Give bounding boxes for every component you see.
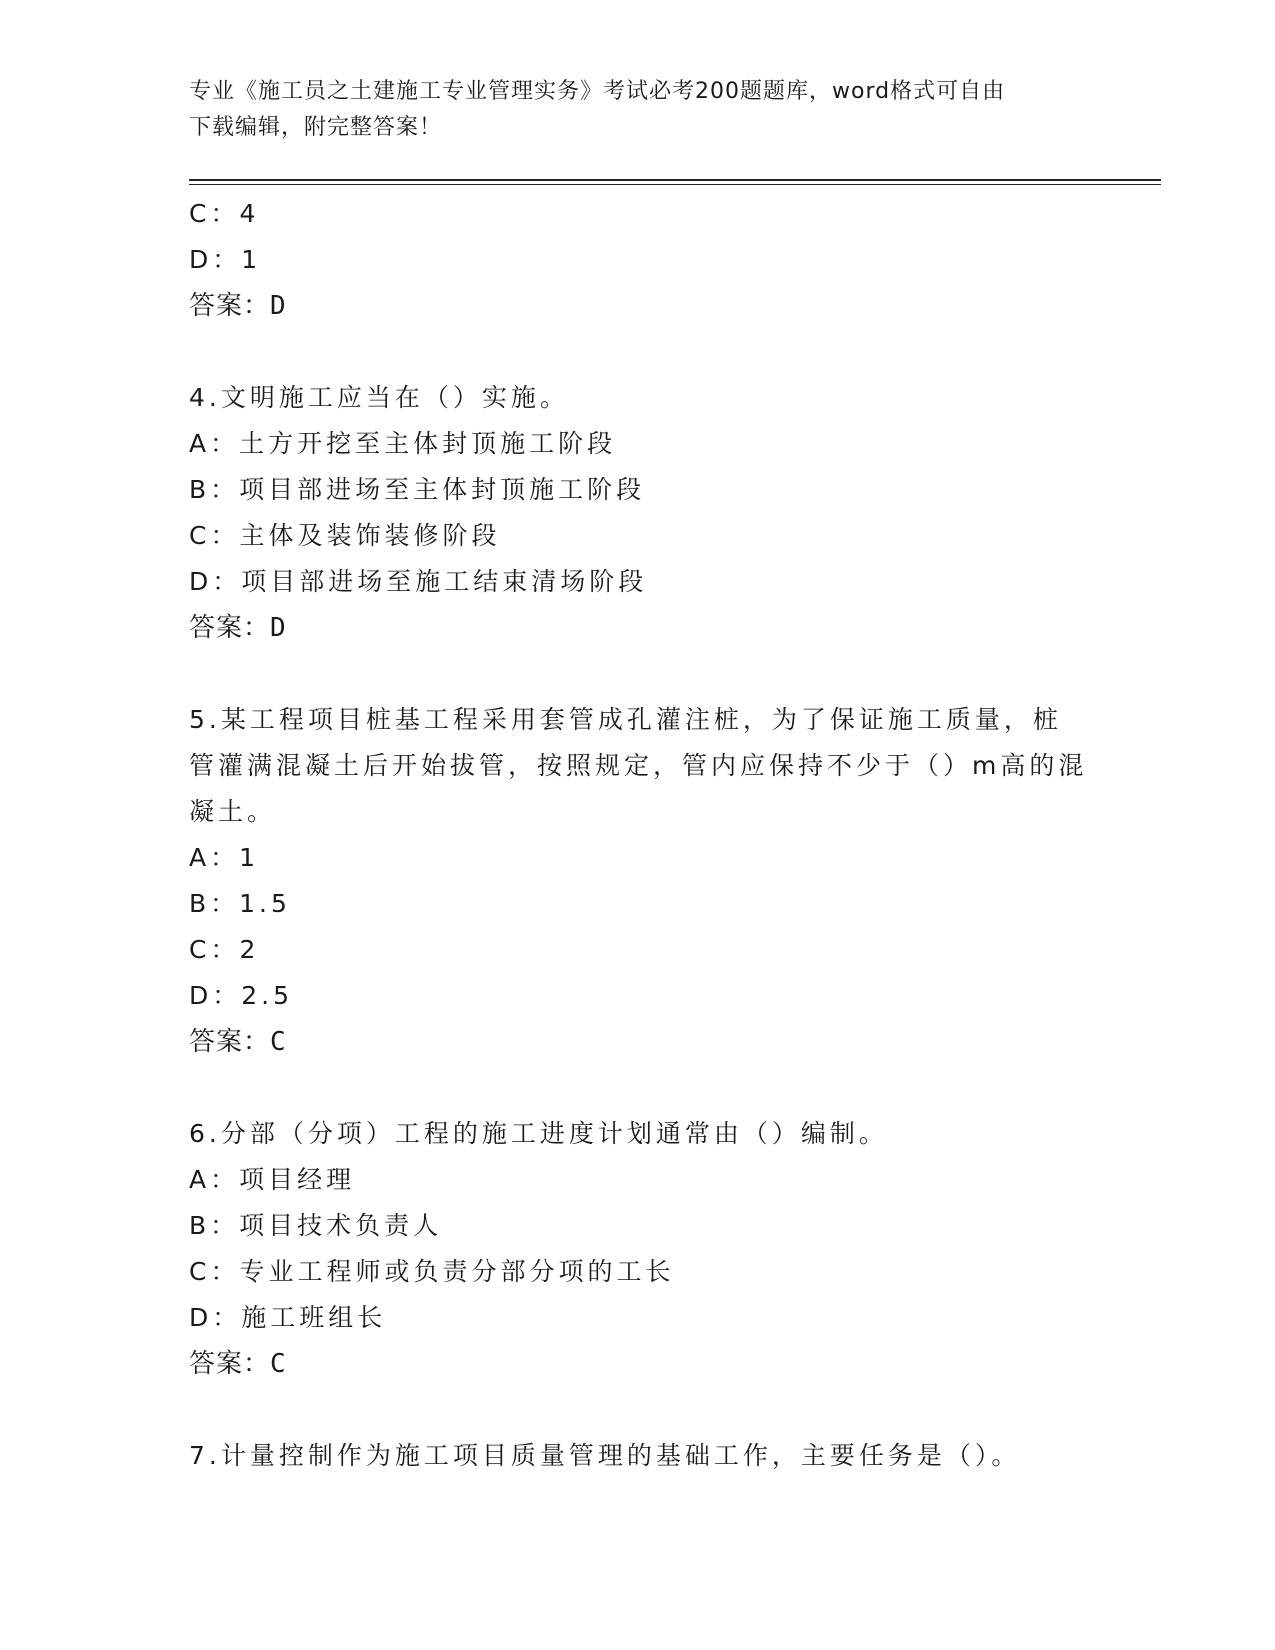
option-d: D：施工班组长 [189,1303,387,1332]
option-c: C：主体及装饰装修阶段 [189,521,501,550]
question-stem-line-1: 5.某工程项目桩基工程采用套管成孔灌注桩，为了保证施工质量，桩 [189,705,1062,734]
option-a: A：土方开挖至主体封顶施工阶段 [189,429,617,458]
question-stem-line-2: 管灌满混凝土后开始拔管，按照规定，管内应保持不少于（）m高的混 [189,751,1088,780]
question-stem: 7.计量控制作为施工项目质量管理的基础工作，主要任务是（）。 [189,1441,1021,1470]
question-4 [189,375,1089,651]
header-line-2: 下载编辑，附完整答案！ [189,115,443,140]
option-d: D：项目部进场至施工结束清场阶段 [189,567,648,596]
answer: 答案：D [189,613,287,643]
question-list [189,191,1089,1479]
option-b: B：项目技术负责人 [189,1211,443,1240]
option-c: C：4 [189,199,260,228]
option-a: A：1 [189,843,260,872]
question-stem: 4.文明施工应当在（）实施。 [189,383,569,412]
question-7 [189,1433,1089,1479]
question-stem-line-3: 凝土。 [189,797,277,826]
answer: 答案：C [189,1349,287,1379]
question-3-tail [189,191,1089,329]
question-6 [189,1111,1089,1387]
option-b: B：项目部进场至主体封顶施工阶段 [189,475,646,504]
document-header [189,74,1089,146]
question-stem: 6.分部（分项）工程的施工进度计划通常由（）编制。 [189,1119,888,1148]
header-rule-thin [189,184,1161,185]
question-5 [189,697,1089,1065]
answer: 答案：D [189,291,287,321]
header-line-1: 专业《施工员之土建施工专业管理实务》考试必考200题题库，word格式可自由 [189,79,1006,104]
answer: 答案：C [189,1027,287,1057]
header-rule-thick [189,179,1161,181]
option-d: D：2.5 [189,981,294,1010]
option-b: B：1.5 [189,889,291,918]
option-d: D：1 [189,245,262,274]
option-a: A：项目经理 [189,1165,356,1194]
option-c: C：2 [189,935,260,964]
option-c: C：专业工程师或负责分部分项的工长 [189,1257,675,1286]
